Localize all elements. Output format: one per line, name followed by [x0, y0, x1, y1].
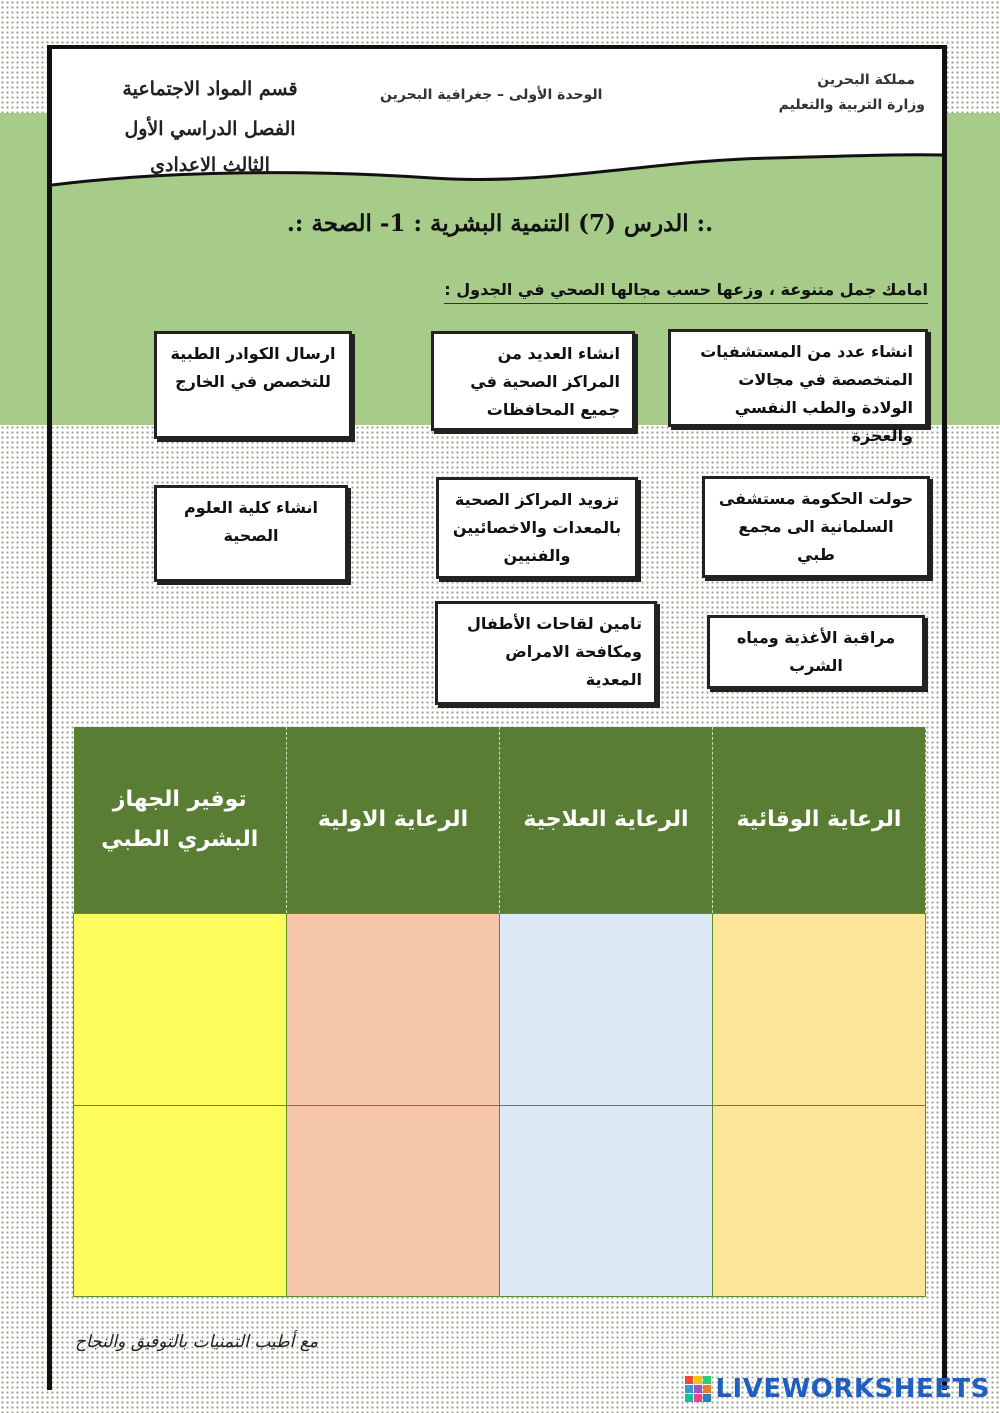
instruction-text: امامك جمل متنوعة ، وزعها حسب مجالها الصحي في الجدول : [444, 280, 928, 304]
table-row [74, 1105, 926, 1297]
ministry-name: وزارة التربية والتعليم [778, 97, 925, 113]
classification-table [73, 727, 926, 1297]
header-medical-staff: توفير الجهاز البشري الطبي [74, 727, 287, 914]
semester-label: الفصل الدراسي الأول [124, 118, 296, 140]
department-name: قسم المواد الاجتماعية [122, 78, 298, 100]
header-primary: الرعاية الاولية [287, 727, 500, 914]
drop-cell-preventive-1[interactable] [713, 914, 926, 1106]
drop-cell-curative-1[interactable] [500, 914, 713, 1106]
header-curative: الرعاية العلاجية [500, 727, 713, 914]
header-preventive: الرعاية الوقائية [713, 727, 926, 914]
liveworksheets-logo-icon [685, 1376, 711, 1402]
statement-card[interactable]: مراقبة الأغذية ومياه الشرب [707, 615, 925, 689]
table-row [74, 914, 926, 1106]
drop-cell-primary-2[interactable] [287, 1105, 500, 1297]
drop-cell-preventive-2[interactable] [713, 1105, 926, 1297]
unit-title: الوحدة الأولى – جغرافية البحرين [380, 87, 603, 103]
statement-card[interactable]: انشاء العديد من المراكز الصحية في جميع المحافظات [431, 331, 635, 431]
grade-label: الثالث الاعدادي [150, 154, 270, 176]
drop-cell-staff-1[interactable] [74, 914, 287, 1106]
statement-card[interactable]: انشاء كلية العلوم الصحية [154, 485, 348, 582]
watermark-text: LIVEWORKSHEETS [715, 1374, 990, 1404]
green-band-left [0, 113, 52, 425]
drop-cell-staff-2[interactable] [74, 1105, 287, 1297]
lesson-title: .: الدرس (7) التنمية البشرية : 1- الصحة :. [286, 210, 714, 237]
statement-card[interactable]: تامين لقاحات الأطفال ومكافحة الامراض المعدية [435, 601, 657, 705]
statement-card[interactable]: تزويد المراكز الصحية بالمعدات والاخصائيين والفنيين [436, 477, 638, 579]
statement-card[interactable]: انشاء عدد من المستشفيات المتخصصة في مجالات الولادة والطب النفسي والعجزة [668, 329, 928, 427]
country-name: مملكة البحرين [817, 72, 915, 88]
drop-cell-primary-1[interactable] [287, 914, 500, 1106]
drop-cell-curative-2[interactable] [500, 1105, 713, 1297]
table-header-row [74, 727, 926, 914]
statement-card[interactable]: ارسال الكوادر الطبية للتخصص في الخارج [154, 331, 352, 439]
statement-card[interactable]: حولت الحكومة مستشفى السلمانية الى مجمع طبي [702, 476, 930, 578]
liveworksheets-watermark [685, 1374, 990, 1404]
footer-wish: مع أطيب التمنيات بالتوفيق والنجاح [75, 1332, 318, 1352]
green-band-right [942, 113, 1000, 425]
